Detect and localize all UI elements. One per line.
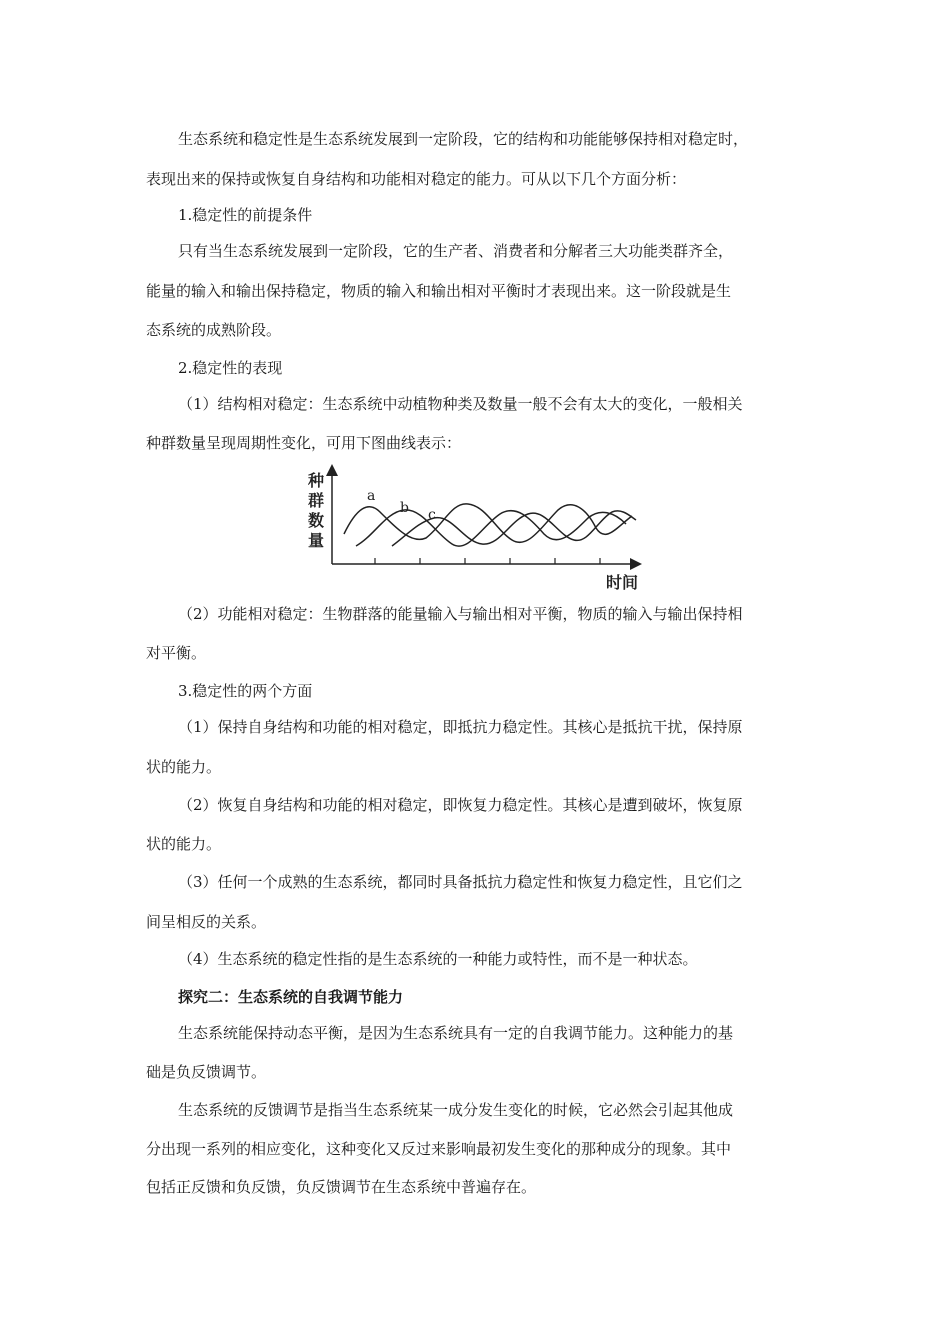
curve-label-b: b xyxy=(400,500,409,516)
curve-a xyxy=(344,504,632,542)
paragraph-line: 表现出来的保持或恢复自身结构和功能相对稳定的能力。可从以下几个方面分析： xyxy=(146,170,687,188)
y-axis-label-char: 种 xyxy=(308,471,325,490)
section-heading: 1.稳定性的前提条件 xyxy=(178,206,313,224)
section-heading-bold: 探究二：生态系统的自我调节能力 xyxy=(178,988,404,1006)
paragraph-line: 生态系统能保持动态平衡，是因为生态系统具有一定的自我调节能力。这种能力的基 xyxy=(178,1024,734,1042)
paragraph-line: 种群数量呈现周期性变化，可用下图曲线表示： xyxy=(146,434,462,452)
paragraph-line: （2）功能相对稳定：生物群落的能量输入与输出相对平衡，物质的输入与输出保持相 xyxy=(178,605,743,623)
paragraph-line: 态系统的成熟阶段。 xyxy=(146,321,282,339)
y-axis-label-char: 数 xyxy=(308,511,325,530)
paragraph-line: 生态系统的反馈调节是指当生态系统某一成分发生变化的时候，它必然会引起其他成 xyxy=(178,1101,734,1119)
paragraph-line: 包括正反馈和负反馈，负反馈调节在生态系统中普遍存在。 xyxy=(146,1178,537,1196)
paragraph-line: 只有当生态系统发展到一定阶段，它的生产者、消费者和分解者三大功能类群齐全， xyxy=(178,242,734,260)
paragraph-line: （2）恢复自身结构和功能的相对稳定，即恢复力稳定性。其核心是遭到破坏，恢复原 xyxy=(178,796,743,814)
paragraph-line: 状的能力。 xyxy=(146,835,222,853)
curve-label-a: a xyxy=(367,488,376,504)
y-axis-label-char: 群 xyxy=(308,491,325,510)
paragraph-line: 础是负反馈调节。 xyxy=(146,1063,267,1081)
paragraph-line: （1）保持自身结构和功能的相对稳定，即抵抗力稳定性。其核心是抵抗干扰，保持原 xyxy=(178,718,743,736)
paragraph-line: 分出现一系列的相应变化，这种变化又反过来影响最初发生变化的那种成分的现象。其中 xyxy=(146,1140,732,1158)
section-heading: 3.稳定性的两个方面 xyxy=(178,682,313,700)
paragraph-line: （1）结构相对稳定：生态系统中动植物种类及数量一般不会有太大的变化，一般相关 xyxy=(178,395,743,413)
paragraph-line: （4）生态系统的稳定性指的是生态系统的一种能力或特性，而不是一种状态。 xyxy=(178,950,698,968)
x-axis-label: 时间 xyxy=(606,573,639,592)
paragraph-line: 对平衡。 xyxy=(146,644,207,662)
curve-label-c: c xyxy=(428,507,436,523)
paragraph-line: 状的能力。 xyxy=(146,758,222,776)
section-heading: 2.稳定性的表现 xyxy=(178,359,283,377)
paragraph-line: 间呈相反的关系。 xyxy=(146,913,267,931)
paragraph-line: 能量的输入和输出保持稳定，物质的输入和输出相对平衡时才表现出来。这一阶段就是生 xyxy=(146,282,732,300)
paragraph-line: 生态系统和稳定性是生态系统发展到一定阶段，它的结构和功能能够保持相对稳定时， xyxy=(178,130,749,148)
population-cycle-figure xyxy=(296,464,656,594)
paragraph-line: （3）任何一个成熟的生态系统，都同时具备抵抗力稳定性和恢复力稳定性，且它们之 xyxy=(178,873,743,891)
y-axis-label-char: 量 xyxy=(308,531,325,550)
